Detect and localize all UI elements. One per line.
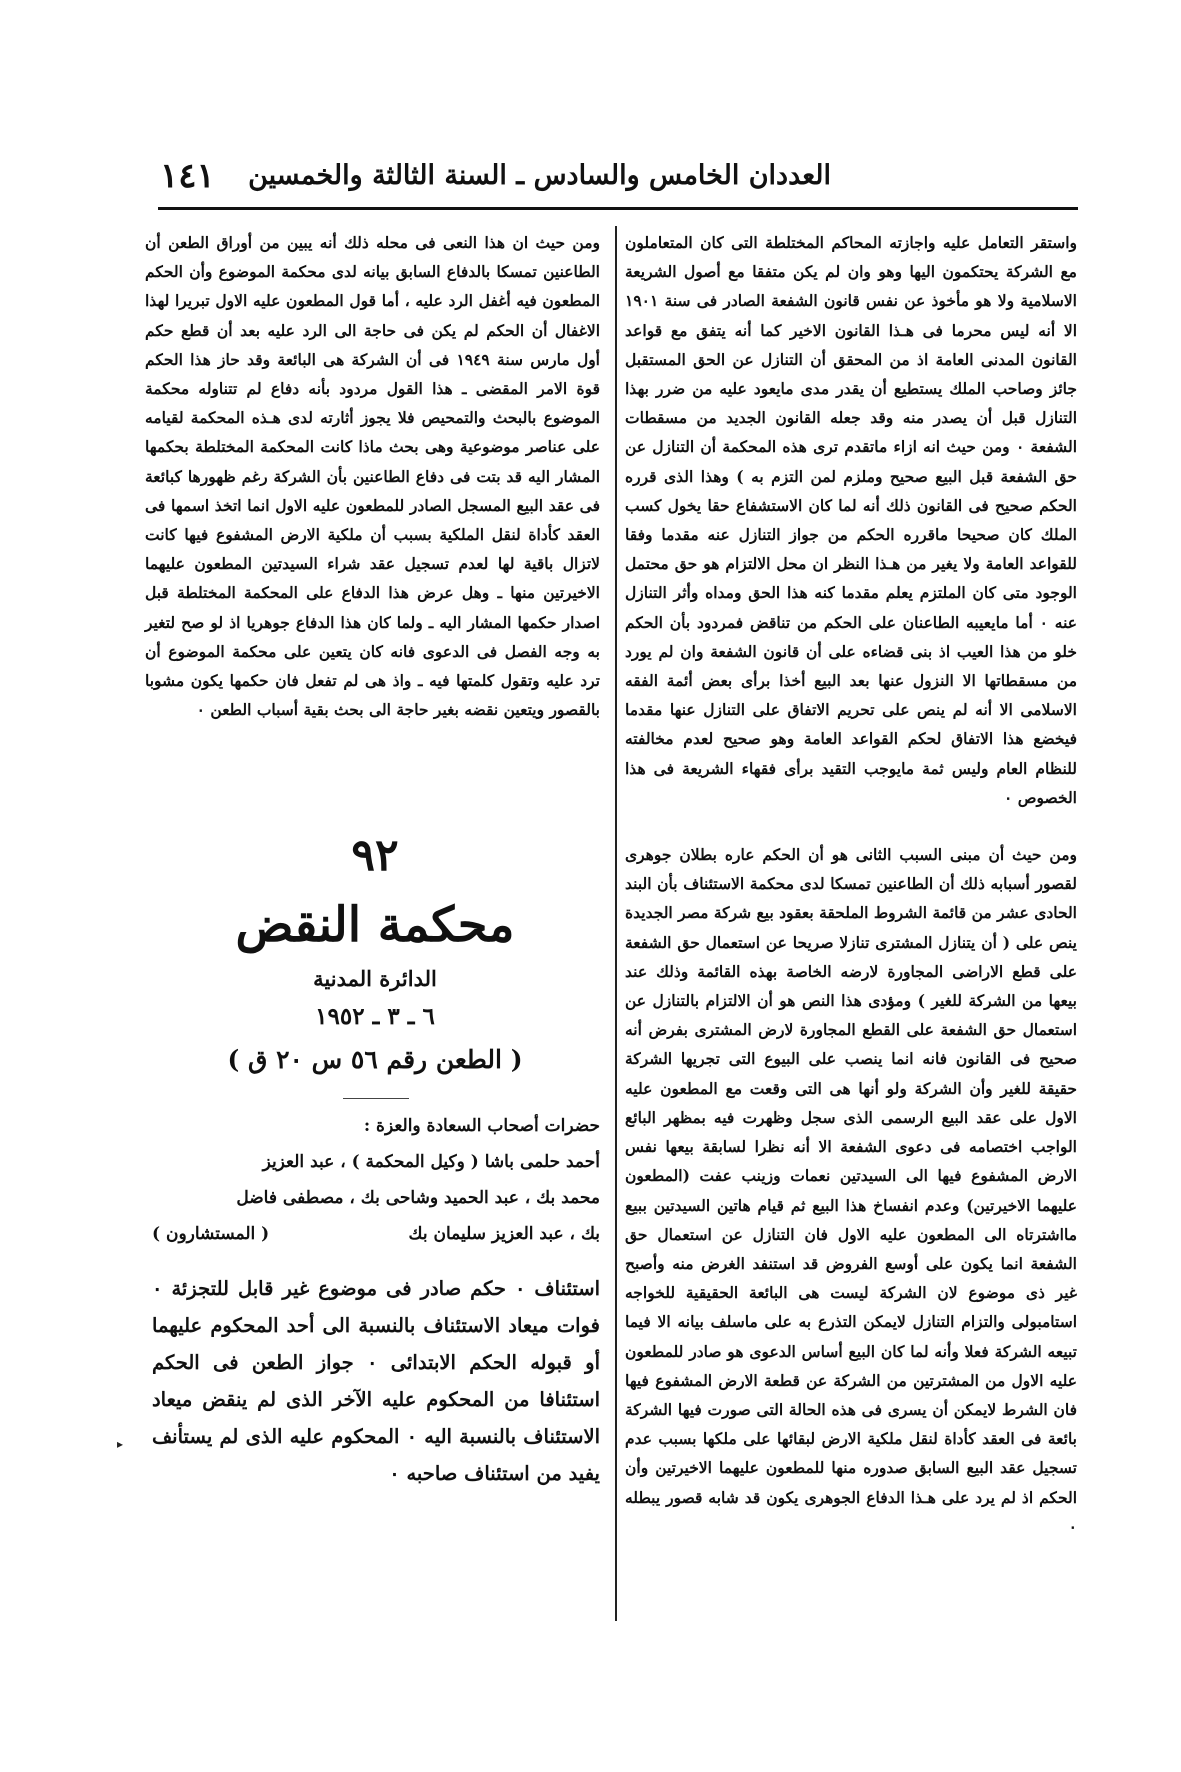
panel-intro: حضرات أصحاب السعادة والعزة : bbox=[363, 1116, 600, 1136]
column-divider bbox=[615, 226, 617, 1621]
panel-role-label: ( المستشارون ) bbox=[152, 1224, 270, 1244]
paragraph-gap bbox=[625, 812, 1077, 840]
ruling-date: ٦ ـ ٣ ـ ١٩٥٢ bbox=[315, 1003, 435, 1030]
headnote bbox=[152, 1270, 600, 1492]
left-column bbox=[145, 228, 600, 724]
headnote-text: استئناف ٠ حكم صادر فى موضوع غير قابل للتجزئة ٠ فوات ميعاد الاستئناف بالنسبة الى أحد المحكوم عليهما أو قبوله الحكم الابتدائى ٠ جواز الطعن فى الحكم استئنافا من المحكوم عليه الآخر الذى لم ينقض ميعاد الاستئناف بالنسبة اليه ٠ المحكوم عليه الذى لم يستأنف يفيد من استئناف صاحبه ٠ bbox=[152, 1277, 600, 1485]
panel-line-1: أحمد حلمى باشا ( وكيل المحكمة ) ، عبد العزيز bbox=[262, 1152, 600, 1172]
ruling-number: ٩٢ bbox=[351, 830, 399, 881]
right-column bbox=[625, 228, 1077, 1541]
right-paragraph-1: واستقر التعامل عليه واجازته المحاكم المختلطة التى كان المتعاملون مع الشركة يحتكمون اليها وهو وان لم يكن متفقا مع أصول الشريعة الاسلامية ولا هو مأخوذ عن نفس قانون الشفعة الصادر فى سنة ١٩٠١ الا أنه ليس محرما فى هـذا القانون الاخير كما أنه يتفق مع قواعد القانون المدنى العامة اذ من المحقق أن التنازل عن الحق المستقبل جائز وصاحب الملك يستطيع أن يقدر مدى مايعود عليه من ضرر بهذا التنازل قبل أن يصدر منه وقد جعله القانون الجديد من مسقطات الشفعة ٠ ومن حيث انه ازاء ماتقدم ترى هذه المحكمة أن التنازل عن حق الشفعة قبل البيع صحيح وملزم لمن التزم به ) وهذا الذى قرره الحكم صحيح فى القانون ذلك أنه لما كان الاستشفاع حقا يخول كسب الملك كان صحيحا ماقرره الحكم من جواز التنازل عنه مقدما وفقا للقواعد العامة ولا يغير من هـذا النظر ان محل الالتزام هو حق محتمل الوجود متى كان الملتزم يعلم مقدما كنه هذا الحق ومداه وأثر التنازل عنه ٠ أما مايعيبه الطاعنان على الحكم من تناقض فمردود بأن الحكم خلو من هذا العيب اذ بنى قضاءه على أن قانون الشفعة وان لم يورد من مسقطاتها الا النزول عنها بعد البيع أخذا برأى بعض أئمة الفقه الاسلامى الا أنه لم ينص على تحريم الاتفاق على التنازل عنها مقدما فيخضع هذا الاتفاق لحكم القواعد العامة وهو صحيح لعدم مخالفته للنظام العام وليس ثمة مايوجب التقيد برأى فقهاء الشريعة فى هذا الخصوص ٠ bbox=[625, 233, 1078, 807]
division-label: الدائرة المدنية bbox=[313, 966, 437, 991]
judges-panel bbox=[152, 1108, 600, 1252]
appeal-reference: ( الطعن رقم ٥٦ س ٢٠ ق ) bbox=[227, 1045, 523, 1074]
scan-mark: ▸ bbox=[117, 1437, 124, 1451]
right-paragraph-2: ومن حيث أن مبنى السبب الثانى هو أن الحكم عاره بطلان جوهرى لقصور أسبابه ذلك أن الطاعنين تمسكا لدى محكمة الاستئناف بأن البند الحادى عشر من قائمة الشروط الملحقة بعقود بيع شركة مصر الجديدة ينص على ( أن يتنازل المشترى تنازلا صريحا عن استعمال حق الشفعة على قطع الاراضى المجاورة لارضه الخاصة بهذه القائمة وذلك عند بيعها من الشركة للغير ) ومؤدى هذا النص هو أن الالتزام بالتنازل عن استعمال حق الشفعة على القطع المجاورة لارض المشترى بفرض أنه صحيح فى القانون فانه انما ينصب على البيوع التى تجريها الشركة حقيقة للغير وأن الشركة ولو أنها هى التى وقعت مع المطعون عليه الاول على عقد البيع الرسمى الذى سجل وظهرت فيه بمظهر البائع الواجب اختصامه فى دعوى الشفعة الا أنه نظرا لسابقة بيعها نفس الارض المشفوع فيها الى السيدتين نعمات وزينب عفت (المطعون عليهما الاخيرتين) وعدم انفساخ هذا البيع ثم قيام هاتين السيدتين ببيع مااشترتاه الى المطعون عليه الاول فان التنازل عن استعمال حق الشفعة انما يكون على أوسع الفروض قد استنفد الغرض منه وأصبح غير ذى موضوع لان الشركة ليست هى البائعة الحقيقية للخواجه استامبولى والتزام التنازل لايمكن التذرع به على ماسلف بيانه الا فيما تبيعه الشركة فعلا وأنه لما كان البيع أساس الدعوى هو صادر للمطعون عليه الاول من المشترتين من الشركة عن قطعة الارض المشفوع فيها فان الشرط لايمكن أن يسرى فى هذه الحالة التى صورت فيها الشركة بائعة فى العقد كأداة لنقل ملكية الارض لبقائها على ملكها بسبب عدم تسجيل عقد البيع السابق صدوره منها للمطعون عليهما الاخيرتين وأن الحكم اذ لم يرد على هـذا الدفاع الجوهرى يكون قد شابه قصور يبطله ٠ bbox=[625, 845, 1077, 1536]
panel-line-3 bbox=[152, 1216, 600, 1252]
header-rule bbox=[158, 207, 1078, 210]
court-title: محكمة النقض bbox=[235, 897, 515, 953]
panel-line-3-names: بك ، عبد العزيز سليمان بك bbox=[408, 1224, 600, 1244]
left-paragraph-1: ومن حيث ان هذا النعى فى محله ذلك أنه يبين من أوراق الطعن أن الطاعنين تمسكا بالدفاع السابق بيانه لدى محكمة الموضوع وأن الحكم المطعون فيه أغفل الرد عليه ، أما قول المطعون عليه الاول تبريرا لهذا الاغفال أن الحكم لم يكن فى حاجة الى الرد عليه بعد أن قطع حكم أول مارس سنة ١٩٤٩ فى أن الشركة هى البائعة وقد حاز هذا الحكم قوة الامر المقضى ـ هذا القول مردود بأنه دفاع لم تتناوله محكمة الموضوع بالبحث والتمحيص فلا يجوز أثارته لدى هـذه المحكمة لقيامه على عناصر موضوعية وهى بحث ماذا كانت المحكمة المختلطة بحكمها المشار اليه قد بتت فى دفاع الطاعنين بأن الشركة رغم ظهورها كبائعة فى عقد البيع المسجل الصادر للمطعون عليه الاول انما اتخذ اسمها فى العقد كأداة لنقل الملكية بسبب أن ملكية الارض المشفوع فيها كانت لاتزال باقية لها لعدم تسجيل عقد شراء السيدتين المطعون عليهما الاخيرتين منها ـ وهل عرض هذا الدفاع على المحكمة المختلطة قبل اصدار حكمها المشار اليه ـ ولما كان هذا الدفاع جوهريا اذ لو صح لتغير به وجه الفصل فى الدعوى فانه كان يتعين على محكمة الموضوع أن ترد عليه وتقول كلمتها فيه ـ واذ هى لم تفعل فان حكمها يكون مشوبا بالقصور ويتعين نقضه بغير حاجة الى بحث بقية أسباب الطعن ٠ bbox=[145, 233, 600, 720]
panel-line-2: محمد بك ، عبد الحميد وشاحى بك ، مصطفى فاضل bbox=[236, 1188, 600, 1208]
page-number: ١٤١ bbox=[160, 156, 215, 196]
running-header: العددان الخامس والسادس ـ السنة الثالثة والخمسين bbox=[248, 160, 831, 191]
section-divider bbox=[343, 1098, 409, 1099]
